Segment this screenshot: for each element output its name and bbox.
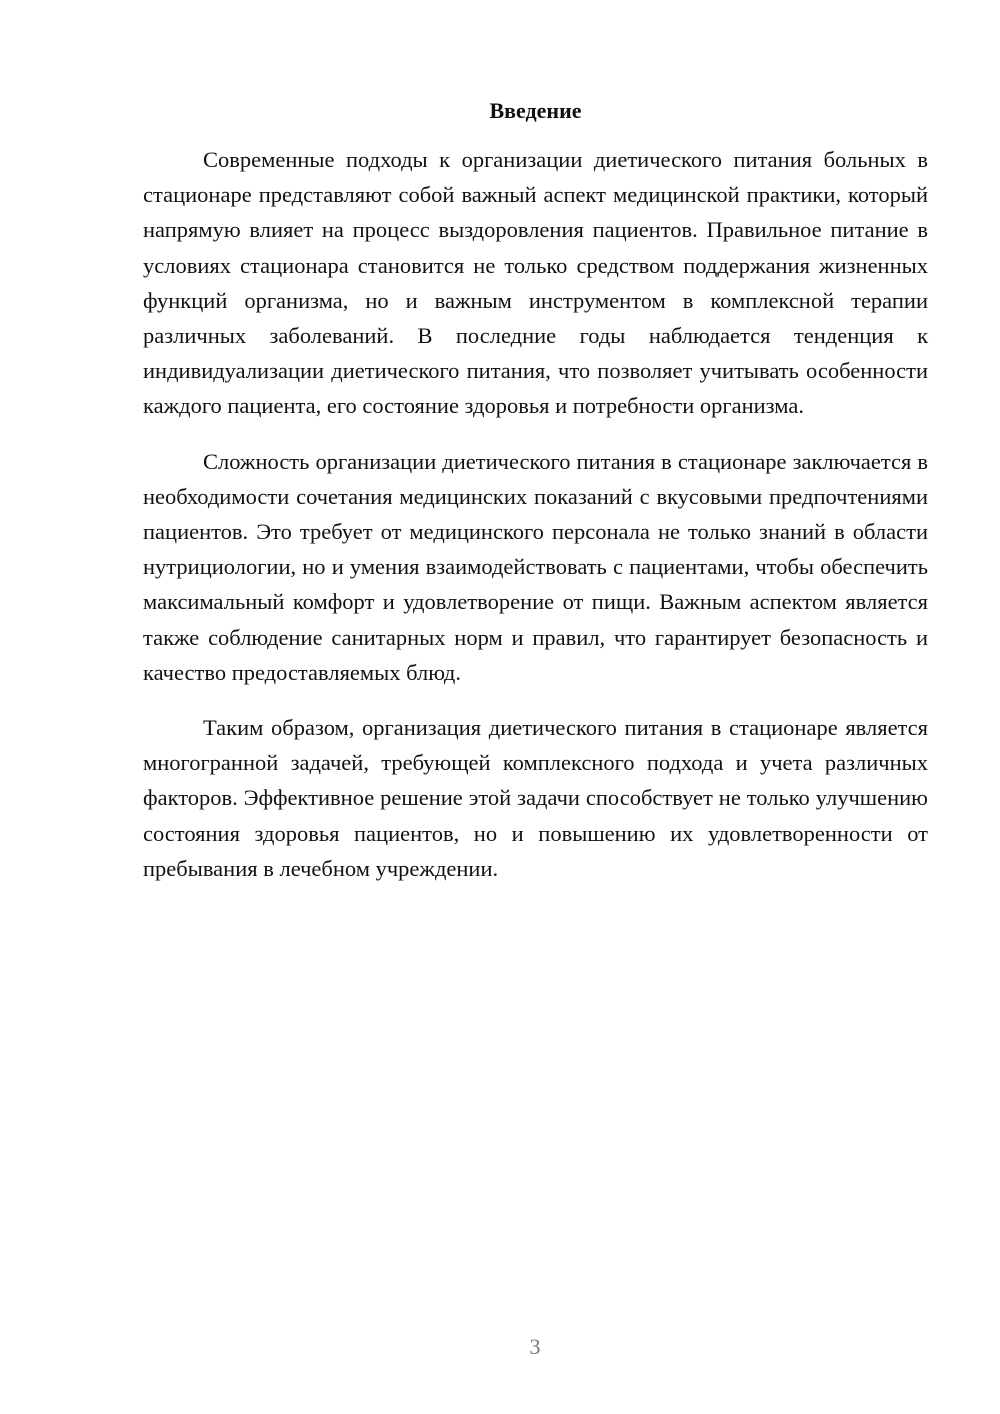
paragraph-3: Таким образом, организация диетического питания в стационаре является многогранной задачей, требующей комплексного подхода и учета различных факторов. Эффективное решение этой задачи способствует не только улучшению состояния здоровья пациентов, но и повышению их удовлетворенности от пребывания в лечебном учреждении. bbox=[143, 715, 928, 881]
paragraph-1: Современные подходы к организации диетического питания больных в стационаре представляют собой важный аспект медицинской практики, который напрямую влияет на процесс выздоровления пациентов. Правильное питание в условиях стационара становится не только средством поддержания жизненных функций организма, но и важным инструментом в комплексной терапии различных заболеваний. В последние годы наблюдается тенденция к индивидуализации диетического питания, что позволяет учитывать особенности каждого пациента, его состояние здоровья и потребности организма. bbox=[143, 147, 928, 419]
paragraph-2: Сложность организации диетического питания в стационаре заключается в необходимости сочетания медицинских показаний с вкусовыми предпочтениями пациентов. Это требует от медицинского персонала не только знаний в области нутрициологии, но и умения взаимодействовать с пациентами, чтобы обеспечить максимальный комфорт и удовлетворение от пищи. Важным аспектом является также соблюдение санитарных норм и правил, что гарантирует безопасность и качество предоставляемых блюд. bbox=[143, 448, 928, 685]
body-text bbox=[143, 142, 928, 906]
page-number: 3 bbox=[529, 1334, 541, 1359]
section-title: Введение bbox=[489, 98, 582, 123]
